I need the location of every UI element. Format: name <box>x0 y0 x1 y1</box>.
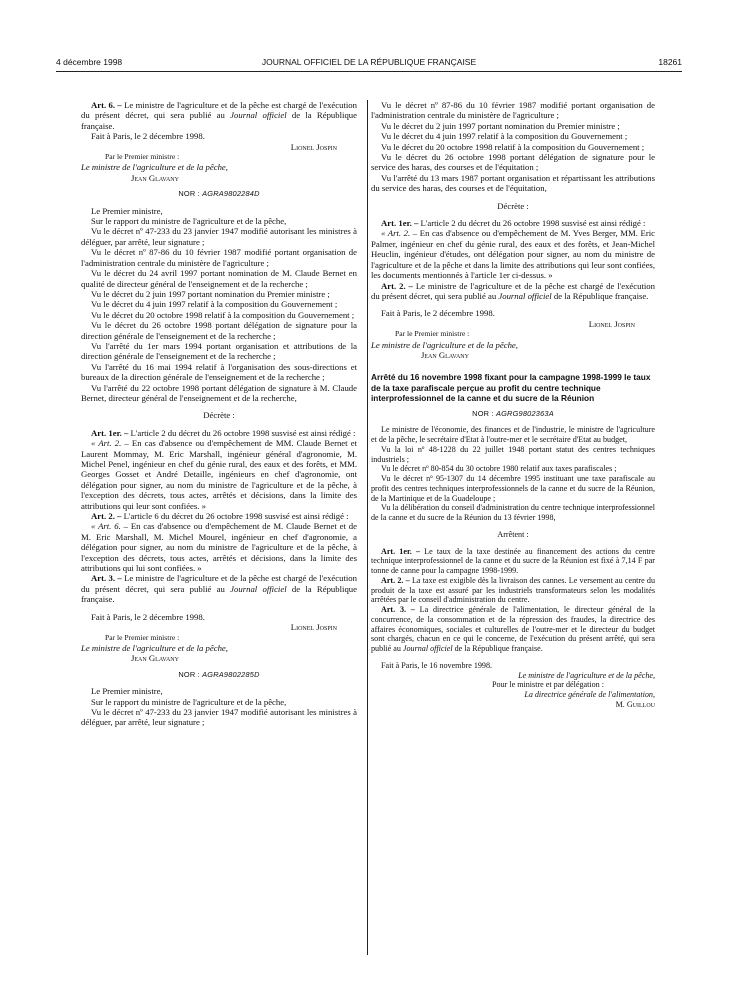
fait-line: Fait à Paris, le 16 novembre 1998. <box>381 660 493 670</box>
art1-quote: « Art. 2. – En cas d'absence ou d'empêchement de MM. Claude Bernet et Laurent Mommay, M. Eric Marshall, ingénieur général d'agronomie, M. Michel Penel, ingénieur en chef du génie rural, des eaux et des forêts, et MM. Georges Gosset et André Detaille, ingénieurs en chef d'agronomie, ont délégation pour signer, au nom du ministre de l'agriculture et de la pêche, à l'exception des décrets, tous actes, arrêtés et décisions, dans la limite des attributions qui leur sont confiées. » <box>81 438 357 511</box>
arrete-title: Arrêté du 16 novembre 1998 fixant pour la campagne 1998-1999 le taux de la taxe parafiscale perçue au profit du centre technique interprofessionnel de la canne et du sucre de la Réunion <box>371 372 651 403</box>
header-rule <box>56 71 682 72</box>
visa-line: Sur le rapport du ministre de l'agriculture et de la pêche, <box>91 216 287 227</box>
fait-line: Fait à Paris, le 2 décembre 1998. <box>91 611 205 622</box>
decree-visas <box>371 100 655 194</box>
decrete-heading: Décrète : <box>203 410 235 421</box>
visa-line: Vu le décret du 2 juin 1997 portant nomination du Premier ministre ; <box>381 120 620 131</box>
visa-line: Vu l'arrêté du 1er mars 1994 portant organisation et attributions de la direction générale de l'enseignement et de la recherche ; <box>81 340 357 362</box>
art6-paragraph: Art. 6. – Le ministre de l'agriculture et de la pêche est chargé de l'exécution du présent décret, qui sera publié au Journal officiel de la République française. <box>81 100 357 131</box>
visa-line: Vu le décret du 20 octobre 1998 relatif à la composition du Gouvernement ; <box>381 141 645 152</box>
minister-title: Le ministre de l'agriculture et de la pêche, <box>81 642 228 653</box>
visa-line: Vu le décret nº 47-233 du 23 janvier 1947 modifié autorisant les ministres à déléguer, par arrêté, leur signature ; <box>81 706 357 728</box>
arrete-art2: Art. 2. – La taxe est exigible dès la livraison des cannes. Le versement au centre du produit de la taxe est assuré par les industriels transformateurs selon les modalités arrêtées par le conseil d'administration du centre. <box>371 575 655 605</box>
visa-line: Vu le décret nº 47-233 du 23 janvier 1947 modifié autorisant les ministres à déléguer, par arrêté, leur signature ; <box>81 226 357 247</box>
art1-quote: « Art. 2. – En cas d'absence ou d'empêchement de M. Yves Berger, MM. Eric Palmer, ingénieur en chef du génie rural, des eaux et des forêts, et Jean-Michel Heuclin, ingénieur d'études, ont délégation pour signer, au nom du ministre de l'agriculture et de la pêche et dans la limite des attributions qui leur sont confiées, les documents mentionnés à l'article 1er ci-dessus. » <box>371 228 655 281</box>
visa-line: Vu le décret du 26 octobre 1998 portant délégation de signature pour le service des haras, des courses et de l'équitation ; <box>371 152 655 173</box>
arrete-body <box>371 425 655 709</box>
art1-paragraph: Art. 1er. – L'article 2 du décret du 26 octobre 1998 susvisé est ainsi rédigé : <box>381 218 646 229</box>
art2-paragraph: Art. 2. – L'article 6 du décret du 26 octobre 1998 susvisé est ainsi rédigé : <box>91 511 349 522</box>
visa-line: Vu le décret du 26 octobre 1998 portant délégation de signature pour la direction générale de l'enseignement et de la recherche ; <box>81 320 357 341</box>
visa-line: Vu le décret du 4 juin 1997 relatif à la composition du Gouvernement ; <box>381 131 628 142</box>
art3-paragraph: Art. 3. – Le ministre de l'agriculture et de la pêche est chargé de l'exécution du présent décret, qui sera publié au Journal officiel de la République française. <box>81 573 357 605</box>
par-le-premier-ministre: Par le Premier ministre : <box>395 329 470 339</box>
arrete-art3: Art. 3. – La directrice générale de l'alimentation, le directeur général de la concurrence, de la consommation et de la répression des fraudes, la directrice des affaires économiques, sociales et culturelles de l'outre-mer et le directeur du budget sont chargés, chacun en ce qui le concerne, de l'exécution du présent arrêté, qui sera publié au Journal officiel de la République française. <box>371 605 655 654</box>
art2-quote: « Art. 6. – En cas d'absence ou d'empêchement de M. Claude Bernet et de M. Eric Marshall, M. Michel Mourel, ingénieur en chef d'agronomie, a délégation pour signer, au nom du ministre de l'agriculture et de la pêche, à l'exception des décrets, tous actes, arrêtés et décisions, dans la limite des attributions qui lui sont confiées. » <box>81 521 357 574</box>
visa-line: Vu la loi nº 48-1228 du 22 juillet 1948 portant statut des centres techniques industriels ; <box>371 444 655 464</box>
visa-line: Vu l'arrêté du 13 mars 1987 portant organisation et répartissant les attributions du service des haras, des courses et de l'équitation, <box>371 172 655 194</box>
minister-name: Jean Glavany <box>131 172 179 183</box>
header-date: 4 décembre 1998 <box>56 57 123 67</box>
visa-line: Vu l'arrêté du 22 octobre 1998 portant délégation de signature à M. Claude Bernet, directeur général de l'enseignement et de la recherche, <box>81 382 357 403</box>
page-header <box>56 57 682 71</box>
decree-visas <box>81 206 357 404</box>
visa-line: Vu le décret du 20 octobre 1998 relatif à la composition du Gouvernement ; <box>91 309 355 320</box>
par-le-premier-ministre: Par le Premier ministre : <box>105 152 180 162</box>
visa-line: Vu le décret nº 95-1307 du 14 décembre 1995 instituant une taxe parafiscale au profit des centres techniques interprofessionnels de la canne et du sucre de la Réunion, de la Martinique et de la Guadeloupe ; <box>371 474 655 503</box>
signatory-delegation: Pour le ministre et par délégation : <box>492 680 604 690</box>
visa-line: Vu l'arrêté du 16 mai 1994 relatif à l'organisation des sous-directions et bureaux de la direction générale de l'enseignement et de la recherche ; <box>81 361 357 383</box>
signature-pm: Lionel Jospin <box>290 622 337 633</box>
visa-line: Vu le décret du 4 juin 1997 relatif à la composition du Gouvernement ; <box>91 299 338 310</box>
fait-line: Fait à Paris, le 2 décembre 1998. <box>381 308 495 319</box>
minister-name: Jean Glavany <box>421 349 469 360</box>
nor-reference: NOR : AGRA9802285D <box>178 669 260 679</box>
par-le-premier-ministre: Par le Premier ministre : <box>105 632 180 642</box>
right-column <box>371 100 655 710</box>
nor-reference: NOR : AGRA9802284D <box>178 189 260 199</box>
minister-title: Le ministre de l'agriculture et de la pêche, <box>371 339 518 350</box>
visa-line: Vu le décret nº 80-854 du 30 octobre 1980 relatif aux taxes parafiscales ; <box>381 464 617 474</box>
signature-pm: Lionel Jospin <box>290 141 337 152</box>
signatory-function: La directrice générale de l'alimentation, <box>524 690 655 700</box>
art2-paragraph: Art. 2. – Le ministre de l'agriculture et de la pêche est chargé de l'exécution du présent décret, qui sera publié au Journal officiel de la République française. <box>371 280 655 301</box>
column-divider <box>367 100 368 955</box>
fait-line: Fait à Paris, le 2 décembre 1998. <box>91 131 205 142</box>
arretent-heading: Arrêtent : <box>497 529 529 539</box>
decrete-heading: Décrète : <box>497 200 529 211</box>
decree-visas <box>81 686 357 728</box>
left-column <box>81 100 357 728</box>
art1-paragraph: Art. 1er. – L'article 2 du décret du 26 octobre 1998 susvisé est ainsi rédigé : <box>91 427 356 438</box>
header-journal-title: JOURNAL OFFICIEL DE LA RÉPUBLIQUE FRANÇAISE <box>261 57 477 67</box>
visa-line: Vu le décret du 24 avril 1997 portant nomination de M. Claude Bernet en qualité de directeur général de l'enseignement et de la recherche ; <box>81 268 357 289</box>
visa-line: Sur le rapport du ministre de l'agriculture et de la pêche, <box>91 696 287 707</box>
arrete-art1: Art. 1er. – Le taux de la taxe destinée au financement des actions du centre technique interprofessionnel de la canne et du sucre de la Réunion est fixé à 7,14 F par tonne de canne pour la campagne 1998-1999. <box>371 546 656 576</box>
visa-line: Le Premier ministre, <box>91 686 163 697</box>
visa-line: Vu le décret nº 87-86 du 10 février 1987 modifié portant organisation de l'administration centrale du ministère de l'agriculture ; <box>371 100 655 121</box>
visa-line: Le ministre de l'économie, des finances et de l'industrie, le ministre de l'agriculture et de la pêche, le secrétaire d'Etat à l'outre-mer et le secrétaire d'Etat au budget, <box>371 425 655 445</box>
visa-line: Vu le décret du 2 juin 1997 portant nomination du Premier ministre ; <box>91 288 330 299</box>
visa-line: Vu le décret nº 87-86 du 10 février 1987 modifié portant organisation de l'administration centrale du ministère de l'agriculture ; <box>81 247 357 268</box>
signatory-name: M. Guillou <box>615 699 655 709</box>
header-page-number: 18261 <box>658 57 682 67</box>
signatory-title: Le ministre de l'agriculture et de la pêche, <box>518 670 655 680</box>
minister-name: Jean Glavany <box>131 653 179 664</box>
signature-pm: Lionel Jospin <box>588 318 635 329</box>
visa-line: Vu la délibération du conseil d'administration du centre technique interprofessionnel de la canne et du sucre de la Réunion du 13 février 1998, <box>371 503 655 523</box>
arrete-visas <box>371 425 655 523</box>
minister-title: Le ministre de l'agriculture et de la pêche, <box>81 162 228 173</box>
nor-reference: NOR : AGRG9802363A <box>472 408 554 418</box>
visa-line: Le Premier ministre, <box>91 205 163 216</box>
